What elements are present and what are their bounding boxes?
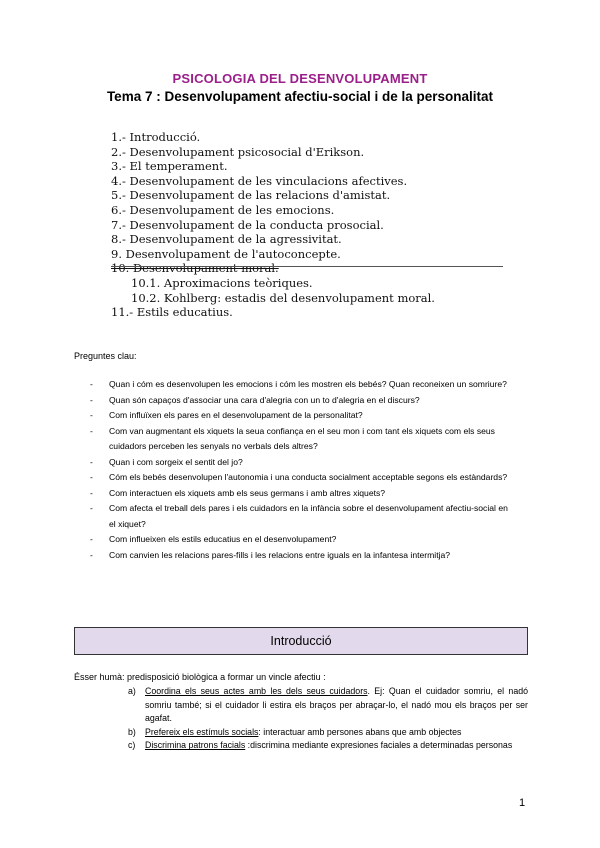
toc-rule-line (111, 266, 503, 267)
question-item: - Com influeixen els estils educatius en el desenvolupament? (90, 534, 337, 544)
intro-item: a) Coordina els seus actes amb les dels seus cuidadors. Ej: Quan el cuidador somriu, el nadó somriu també; si el cuidador li estira els braços per abraçar-lo, el nadó mou els braços per ser agafat. (128, 686, 528, 724)
intro-item: b) Prefereix els estímuls socials: interactuar amb persones abans que amb objectes (128, 726, 462, 737)
toc-item: 10. Desenvolupament moral. (111, 261, 279, 276)
question-item: - Quan són capaços d'associar una cara d'alegria con un to d'alegria en el discurs? (90, 394, 420, 405)
question-item: - Cóm els bebés desenvolupen l'autonomia i una conducta socialment acceptable segons els estàndards? (90, 472, 508, 482)
question-item: - Com influïxen els pares en el desenvolupament de la personalitat? (90, 410, 363, 420)
document-subtitle: Tema 7 : Desenvolupament afectiu-social i de la personalitat (106, 89, 494, 104)
toc-subitem: 10.1. Aproximacions teòriques. (131, 275, 313, 290)
questions-heading: Preguntes clau: (74, 351, 137, 361)
question-item: - Com van augmentant els xiquets la seua confiança en el seu mon i com tant els xiquets com els seus cuidadors perceben les senyals no verbals dels altres? (90, 425, 495, 451)
toc-item: 2.- Desenvolupament psicosocial d'Erikson. (111, 144, 365, 159)
toc-item: 1.- Introducció. (111, 130, 201, 144)
question-item: - Com canvien les relacions pares-fills i les relacions entre iguals en la infantesa intermitja? (90, 549, 451, 560)
questions-list (90, 377, 510, 563)
document-title: PSICOLOGIA DEL DESENVOLUPAMENT (172, 71, 428, 86)
page-number: 1 (519, 797, 526, 809)
toc-item: 6.- Desenvolupament de les emocions. (111, 202, 335, 217)
question-item: - Quan i cóm es desenvolupen les emocions i cóm les mostren els bebés? Quan reconeixen un somriure? (90, 379, 507, 389)
toc-item: 11.- Estils educatius. (111, 305, 233, 320)
intro-item: c) Discrimina patrons facials :discrimina mediante expresiones faciales a determinadas personas (128, 740, 513, 751)
toc-item: 8.- Desenvolupament de la agressivitat. (111, 232, 342, 247)
toc-subitem: 10.2. Kohlberg: estadis del desenvolupament moral. (131, 290, 435, 305)
intro-lead: Ésser humà: predisposició biològica a formar un vincle afectiu : (74, 672, 326, 682)
toc-item: 5.- Desenvolupament de las relacions d'amistat. (111, 188, 391, 203)
table-of-contents (111, 130, 435, 320)
toc-item: 7.- Desenvolupament de la conducta prosocial. (111, 217, 384, 232)
toc-item: 3.- El temperament. (111, 159, 228, 174)
section-heading-box: Introducció (74, 627, 528, 655)
question-item: - Quan i com sorgeix el sentit del jo? (90, 456, 243, 467)
toc-item: 4.- Desenvolupament de les vinculacions afectives. (111, 173, 408, 188)
intro-list (128, 685, 528, 753)
toc-item: 9. Desenvolupament de l'autoconcepte. (111, 246, 341, 261)
question-item: - Com afecta el treball dels pares i els cuidadors en la infància sobre el desenvolupament afectiu-social en el xiquet? (90, 503, 508, 529)
question-item: - Com interactuen els xiquets amb els seus germans i amb altres xiquets? (90, 487, 386, 498)
